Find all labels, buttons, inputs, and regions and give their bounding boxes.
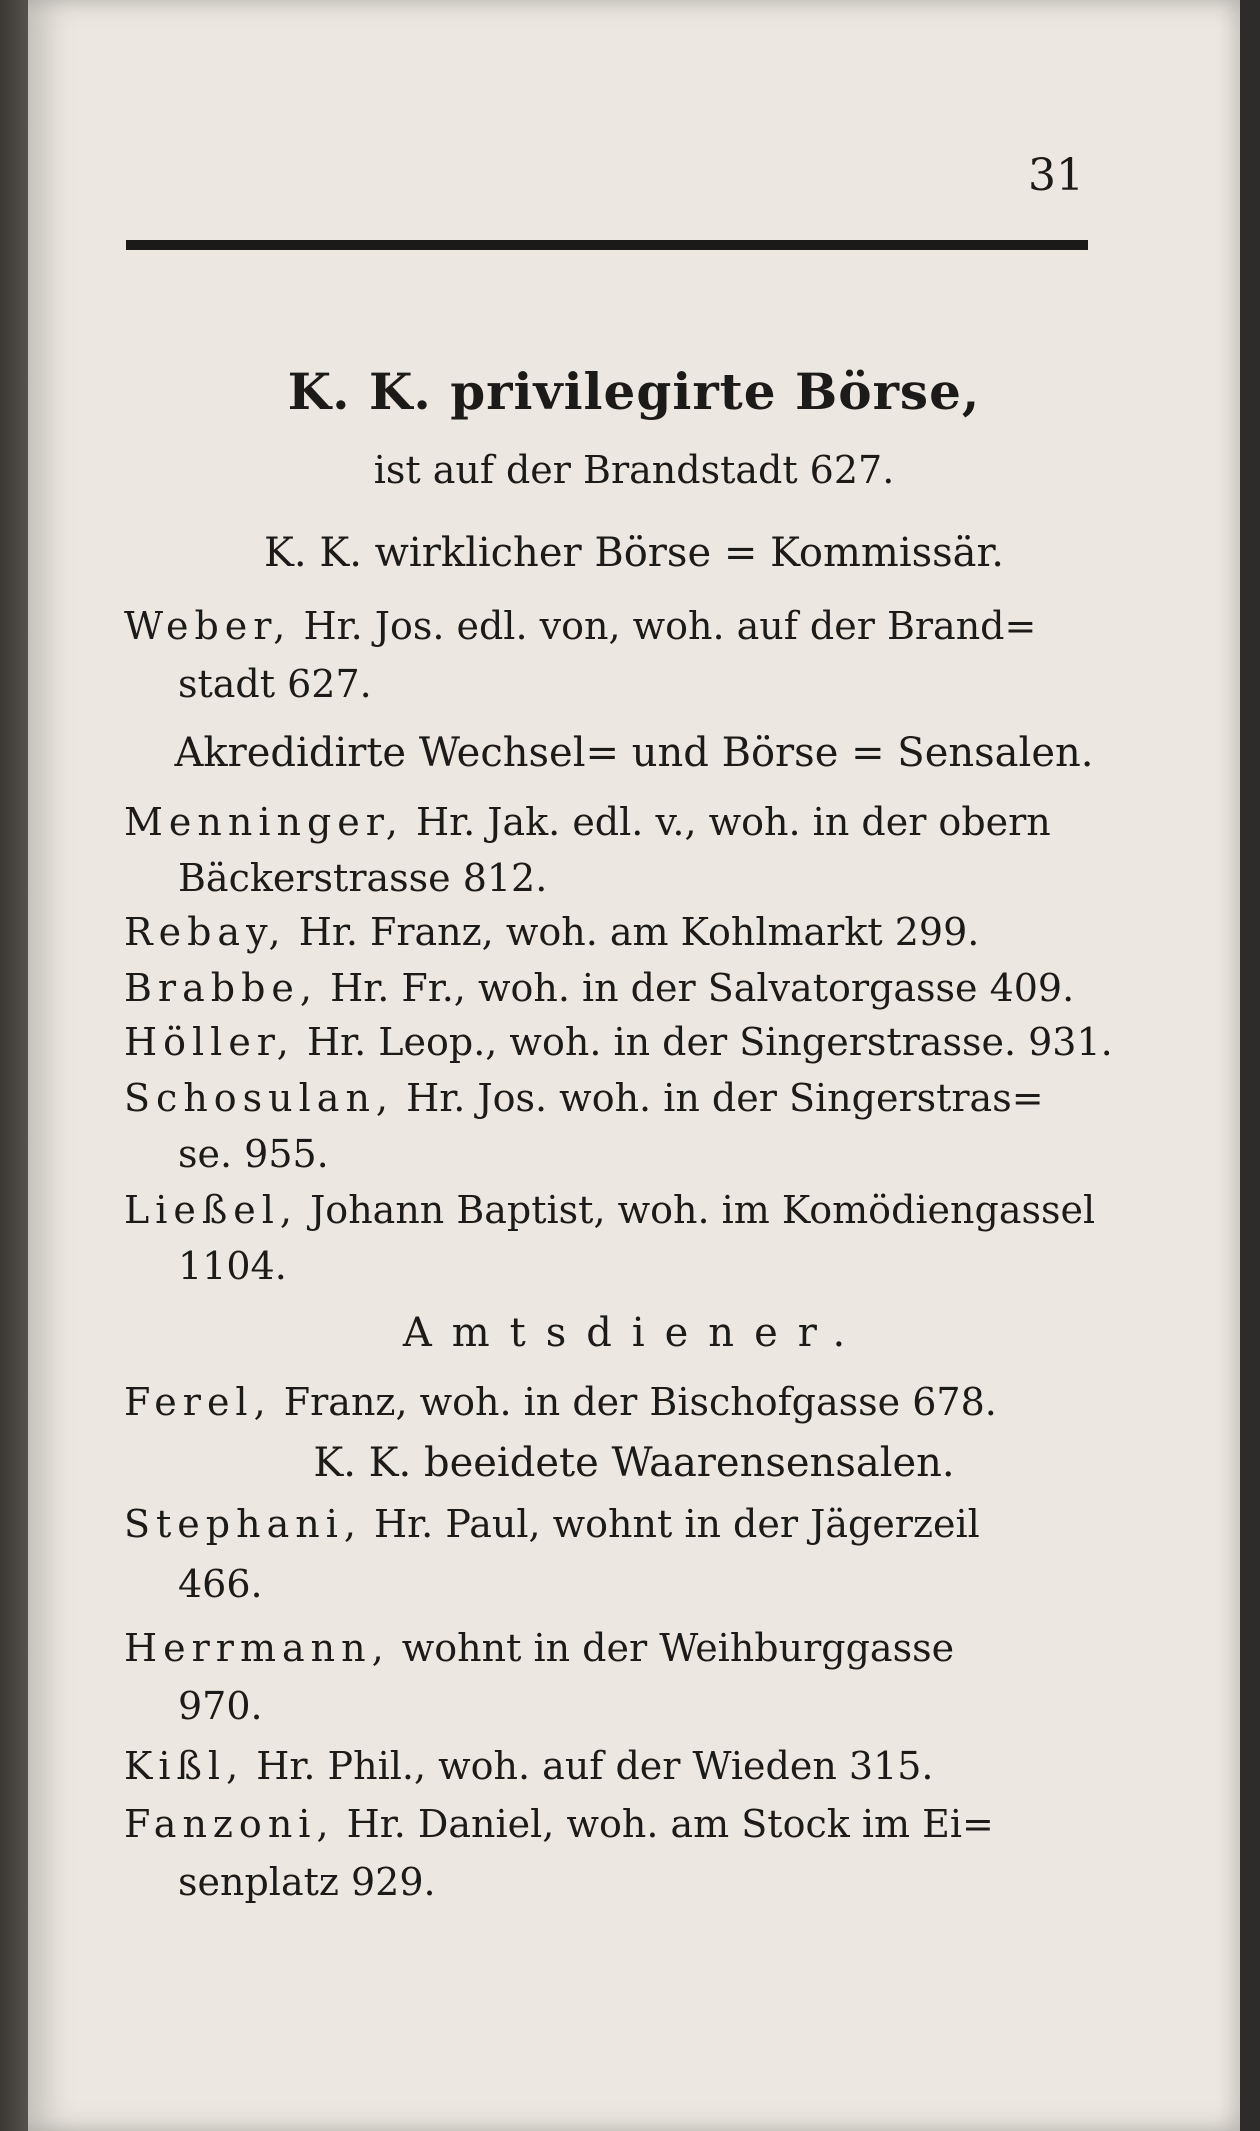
book-page [28, 0, 1240, 2131]
entry-name: Höller, [124, 1020, 295, 1064]
list-item [124, 966, 1074, 1010]
entry-continuation: 1104. [178, 1244, 287, 1288]
entry-name: Brabbe, [124, 966, 318, 1010]
entry-text: Hr. Paul, wohnt in der Jägerzeil [374, 1502, 980, 1546]
section-heading-brokers: Akredidirte Wechsel= und Börse = Sensalen. [174, 730, 1094, 776]
list-item [124, 1744, 934, 1788]
entry-continuation: se. 955. [178, 1132, 329, 1176]
list-item [124, 1188, 1095, 1232]
header-rule [126, 240, 1088, 250]
list-item [124, 1020, 1113, 1064]
entry-name: Kißl, [124, 1744, 245, 1788]
entry-name: Fanzoni, [124, 1802, 335, 1846]
entry-text: Hr. Jak. edl. v., woh. in der obern [415, 800, 1051, 844]
entry-text: Hr. Jos. woh. in der Singerstras= [406, 1076, 1044, 1120]
entry-text: Hr. Jos. edl. von, woh. auf der Brand= [303, 604, 1037, 648]
book-gutter [0, 0, 28, 2131]
list-item [124, 1802, 994, 1846]
entry-continuation: Bäckerstrasse 812. [178, 856, 548, 900]
entry-continuation: 970. [178, 1684, 263, 1728]
page-subtitle: ist auf der Brandstadt 627. [373, 448, 895, 492]
entry-name: Ferel, [124, 1380, 272, 1424]
entry-name: Stephani, [124, 1502, 362, 1546]
entry-name: Menninger, [124, 800, 404, 844]
entry-text: Hr. Fr., woh. in der Salvatorgasse 409. [330, 966, 1075, 1010]
entry-continuation: 466. [178, 1562, 263, 1606]
entry-name: Herrmann, [124, 1626, 390, 1670]
list-item [124, 800, 1051, 844]
entry-name: Weber, [124, 604, 292, 648]
page-title: K. K. privilegirte Börse, [287, 362, 981, 421]
entry-text: Johann Baptist, woh. im Komödiengassel [310, 1188, 1096, 1232]
page-number: 31 [1028, 150, 1084, 201]
entry-text: Franz, woh. in der Bischofgasse 678. [283, 1380, 997, 1424]
section-heading-commissioner: K. K. wirklicher Börse = Kommissär. [264, 530, 1004, 576]
entry-continuation: stadt 627. [178, 662, 372, 706]
entry-text: wohnt in der Weihburggasse [401, 1626, 955, 1670]
entry-name: Schosulan, [124, 1076, 395, 1120]
list-item [124, 1626, 954, 1670]
entry-name: Ließel, [124, 1188, 298, 1232]
entry-name: Rebay, [124, 910, 287, 954]
entry-text: Hr. Leop., woh. in der Singerstrasse. 931. [306, 1020, 1113, 1064]
section-heading-servants: Amtsdiener. [402, 1310, 866, 1356]
entry-continuation: senplatz 929. [178, 1860, 436, 1904]
list-item [124, 1380, 997, 1424]
list-item [124, 604, 1036, 648]
section-heading-sworn-brokers: K. K. beeidete Waarensensalen. [313, 1440, 955, 1486]
entry-text: Hr. Daniel, woh. am Stock im Ei= [346, 1802, 994, 1846]
list-item [124, 1076, 1044, 1120]
entry-text: Hr. Phil., woh. auf der Wieden 315. [256, 1744, 934, 1788]
entry-text: Hr. Franz, woh. am Kohlmarkt 299. [298, 910, 980, 954]
list-item [124, 910, 979, 954]
list-item [124, 1502, 980, 1546]
